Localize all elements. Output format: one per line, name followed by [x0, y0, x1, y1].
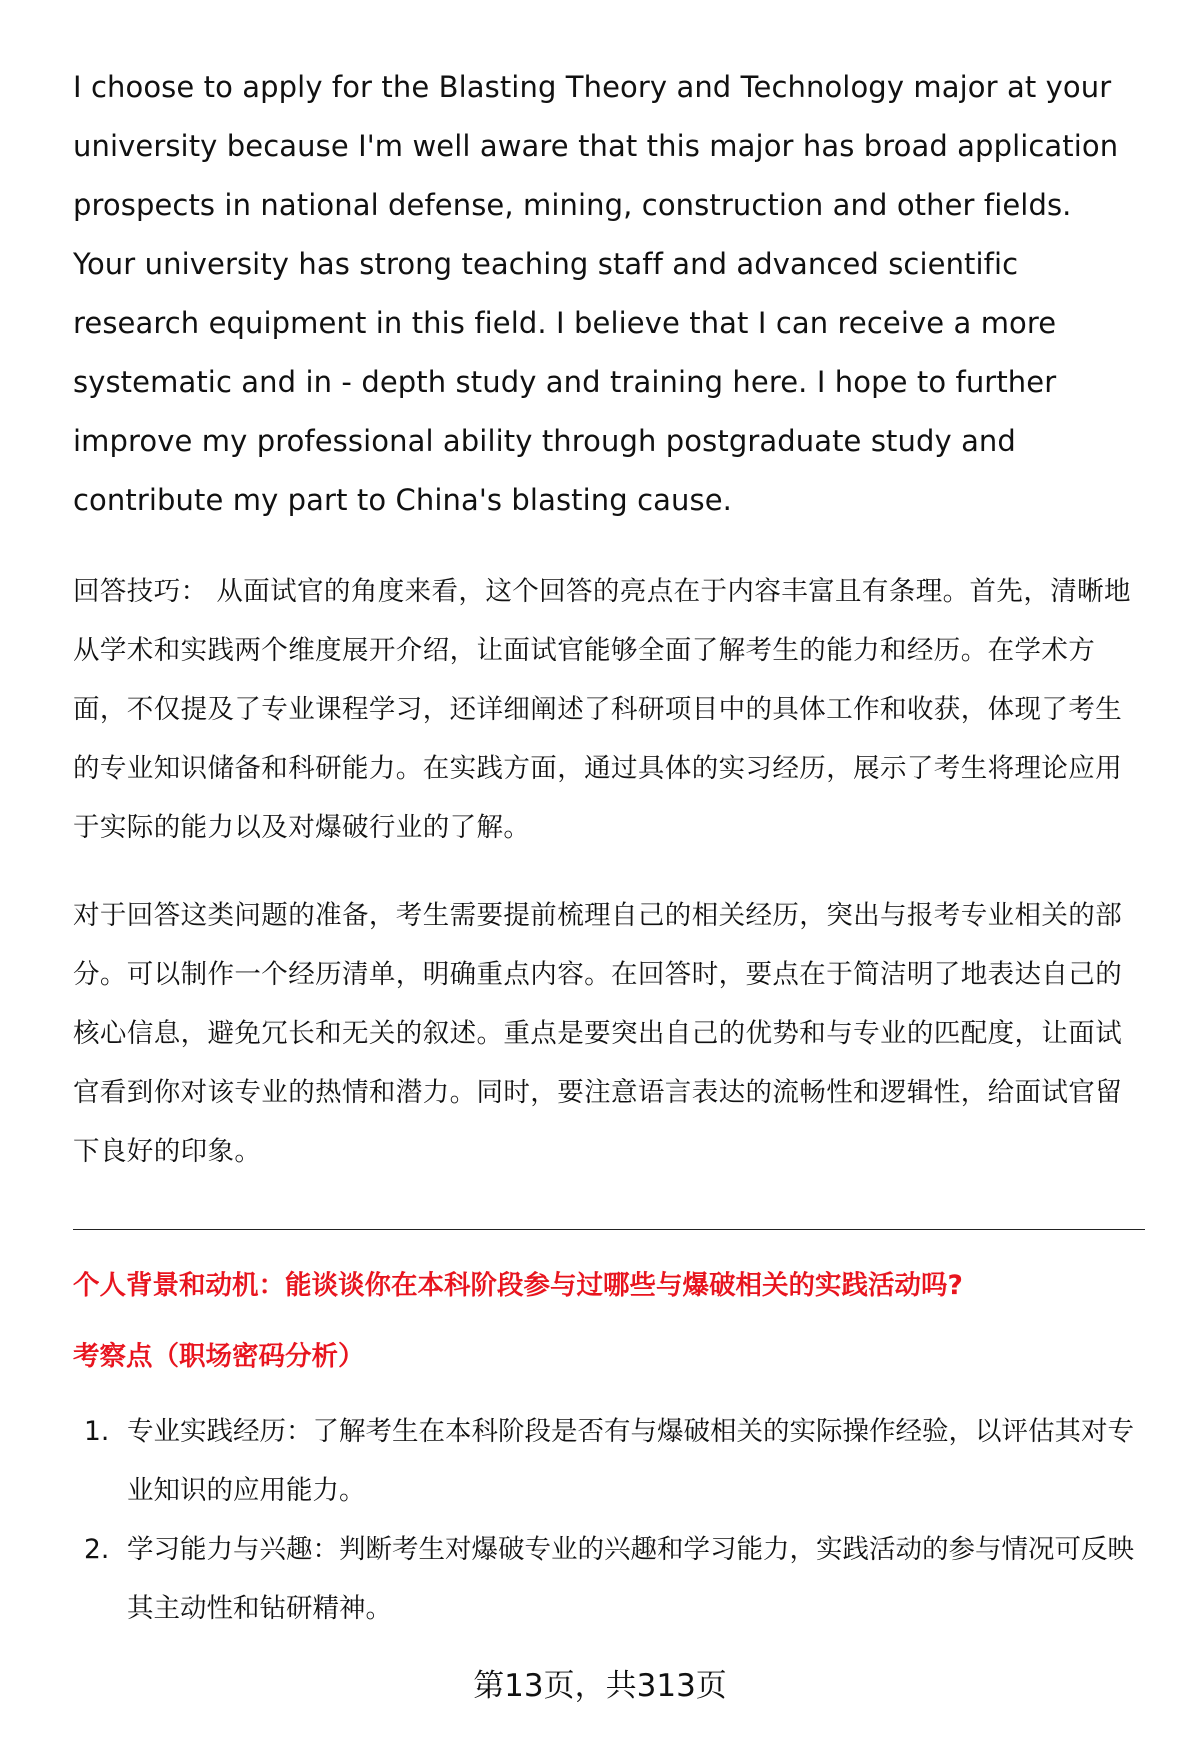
list-number: 2.	[84, 1534, 110, 1565]
list-item	[84, 1402, 1144, 1520]
english-answer-paragraph: I choose to apply for the Blasting Theory and Technology major at your university because I'm well aware that this major has broad application prospects in national defense, mining, construction and other fields. Your university has strong teaching staff and advanced scientific research equipment in this field. I believe that I can receive a more systematic and in - depth study and training here. I hope to further improve my professional ability through postgraduate study and contribute my part to China's blasting cause.	[73, 70, 1119, 517]
page-number: 第13页，共313页	[473, 1668, 727, 1704]
preparation-paragraph: 对于回答这类问题的准备，考生需要提前梳理自己的相关经历，突出与报考专业相关的部分。可以制作一个经历清单，明确重点内容。在回答时，要点在于简洁明了地表达自己的核心信息，避免冗长和无关的叙述。重点是要突出自己的优势和与专业的匹配度，让面试官看到你对该专业的热情和潜力。同时，要注意语言表达的流畅性和逻辑性，给面试官留下良好的印象。	[73, 900, 1123, 1167]
answer-tip-paragraph: 回答技巧： 从面试官的角度来看，这个回答的亮点在于内容丰富且有条理。首先，清晰地从学术和实践两个维度展开介绍，让面试官能够全面了解考生的能力和经历。在学术方面，不仅提及了专业课程学习，还详细阐述了科研项目中的具体工作和收获，体现了考生的专业知识储备和科研能力。在实践方面，通过具体的实习经历，展示了考生将理论应用于实际的能力以及对爆破行业的了解。	[73, 576, 1131, 843]
question-heading: 个人背景和动机：能谈谈你在本科阶段参与过哪些与爆破相关的实践活动吗?	[73, 1270, 963, 1301]
list-text: 学习能力与兴趣：判断考生对爆破专业的兴趣和学习能力，实践活动的参与情况可反映其主动性和钻研精神。	[127, 1534, 1134, 1624]
section-title: 考察点（职场密码分析）	[73, 1341, 365, 1372]
list-item	[84, 1520, 1144, 1638]
section-divider	[73, 1229, 1145, 1230]
list-text: 专业实践经历：了解考生在本科阶段是否有与爆破相关的实际操作经验，以评估其对专业知识的应用能力。	[127, 1416, 1134, 1506]
list-number: 1.	[84, 1416, 110, 1447]
